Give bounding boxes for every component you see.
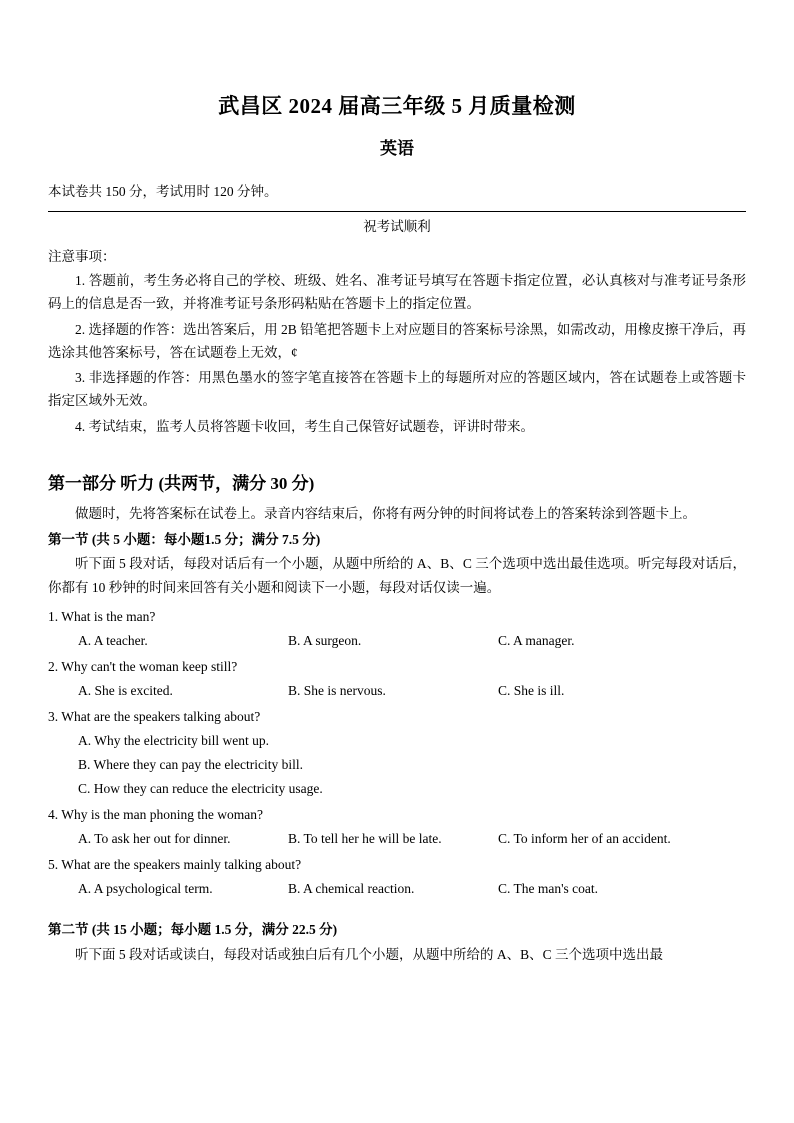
option-a[interactable]: A. She is excited. [78, 682, 173, 698]
notice-item-3: 3. 非选择题的作答：用黑色墨水的签字笔直接答在答题卡上的每题所对应的答题区域内，答在试题卷上或答题卡指定区域外无效。 [48, 370, 746, 409]
subject-title: 英语 [380, 139, 414, 159]
notices-heading: 注意事项： [48, 248, 116, 264]
notice-item-4: 4. 考试结束，监考人员将答题卡收回，考生自己保管好试题卷，评讲时带来。 [75, 418, 534, 434]
section-two-heading: 第二节 (共 15 小题；每小题 1.5 分，满分 22.5 分) [48, 921, 338, 937]
question-item [48, 655, 746, 703]
section-two-block [48, 919, 746, 966]
notice-item-1: 1. 答题前，考生务必将自己的学校、班级、姓名、准考证号填写在答题卡指定位置，必认真核对与准考证号条形码上的信息是否一致，并将准考证号条形码粘贴在答题卡上的指定位置。 [48, 273, 746, 312]
option-row [48, 629, 746, 653]
part-one-intro: 做题时，先将答案标在试卷上。录音内容结束后，你将有两分钟的时间将试卷上的答案转涂到答题卡上。 [75, 505, 696, 521]
question-stem: 1. What is the man? [48, 608, 156, 624]
option-row [48, 679, 746, 703]
section-two-intro: 听下面 5 段对话或读白，每段对话或独白后有几个小题，从题中所给的 A、B、C 三个选项中选出最 [75, 946, 664, 962]
listening-question-list [48, 605, 746, 901]
good-luck-note: 祝考试顺利 [363, 218, 431, 234]
question-stem: 4. Why is the man phoning the woman? [48, 806, 263, 822]
question-stem: 3. What are the speakers talking about? [48, 708, 261, 724]
question-item [48, 605, 746, 653]
option-b[interactable]: B. Where they can pay the electricity bill. [78, 756, 304, 772]
option-stack [48, 729, 746, 801]
document-header [48, 0, 746, 160]
option-c[interactable]: C. To inform her of an accident. [498, 830, 671, 846]
page-title: 武昌区 2024 届高三年级 5 月质量检测 [218, 94, 576, 118]
notices-list [48, 269, 746, 438]
option-c[interactable]: C. How they can reduce the electricity usage. [78, 780, 323, 796]
notice-item-2: 2. 选择题的作答：选出答案后，用 2B 铅笔把答题卡上对应题目的答案标号涂黑，如需改动，用橡皮擦干净后，再选涂其他答案标号，答在试题卷上无效，¢ [48, 321, 746, 360]
option-a[interactable]: A. Why the electricity bill went up. [78, 732, 269, 748]
question-item [48, 803, 746, 851]
section-one-intro: 听下面 5 段对话，每段对话后有一个小题，从题中所给的 A、B、C 三个选项中选出最佳选项。听完每段对话后，你都有 10 秒钟的时间来回答有关小题和阅读下一小题，每段对话仅读一遍。 [48, 556, 746, 595]
question-item [48, 705, 746, 801]
option-b[interactable]: B. She is nervous. [288, 682, 386, 698]
question-stem: 2. Why can't the woman keep still? [48, 658, 238, 674]
section-one-heading: 第一节 (共 5 小题：每小题1.5 分；满分 7.5 分) [48, 531, 321, 547]
part-one-heading: 第一部分 听力 (共两节，满分 30 分) [48, 473, 315, 493]
option-a[interactable]: A. To ask her out for dinner. [78, 830, 231, 846]
option-a[interactable]: A. A teacher. [78, 632, 148, 648]
option-b[interactable]: B. A chemical reaction. [288, 880, 415, 896]
question-stem: 5. What are the speakers mainly talking about? [48, 856, 302, 872]
option-a[interactable]: A. A psychological term. [78, 880, 213, 896]
option-c[interactable]: C. A manager. [498, 632, 575, 648]
option-b[interactable]: B. A surgeon. [288, 632, 362, 648]
option-c[interactable]: C. The man's coat. [498, 880, 599, 896]
option-row [48, 827, 746, 851]
option-row [48, 877, 746, 901]
exam-score-time: 本试卷共 150 分，考试用时 120 分钟。 [48, 184, 278, 200]
question-item [48, 853, 746, 901]
option-c[interactable]: C. She is ill. [498, 682, 565, 698]
option-b[interactable]: B. To tell her he will be late. [288, 830, 442, 846]
header-divider [48, 211, 746, 212]
